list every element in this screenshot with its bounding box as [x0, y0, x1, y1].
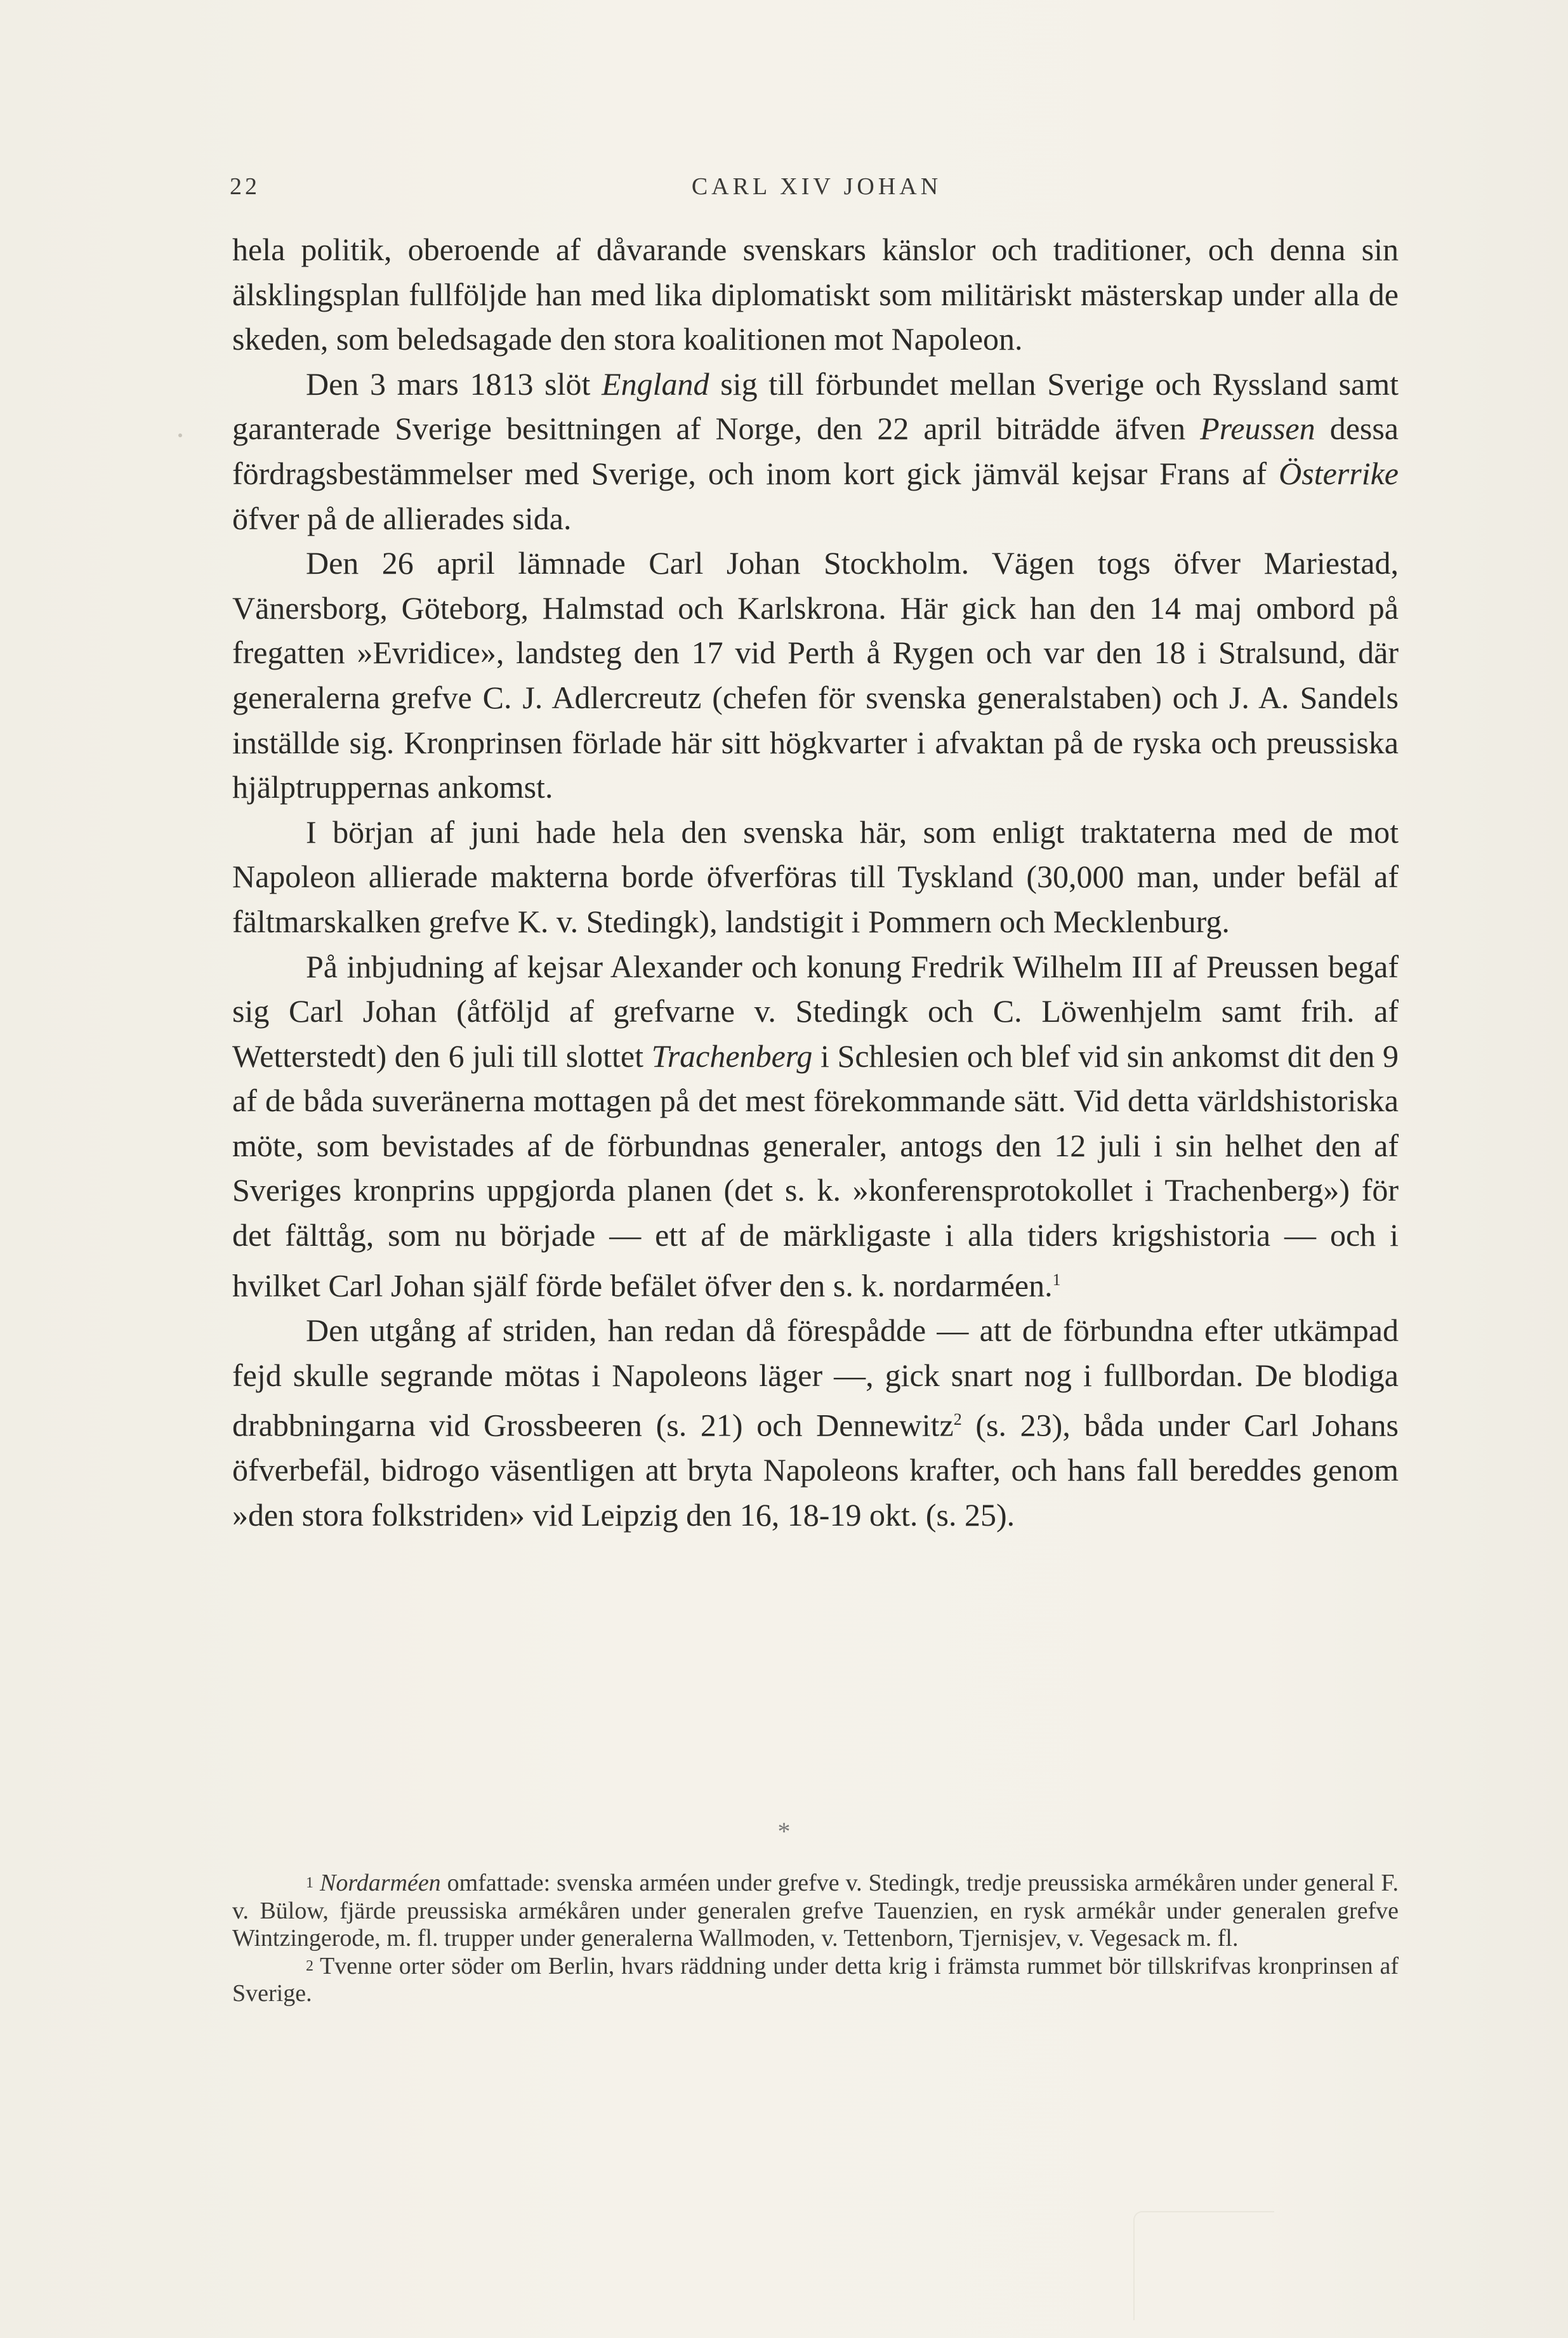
- paragraph-6: [232, 1308, 1399, 1538]
- paper-scuff: [1133, 2211, 1274, 2320]
- footnote-text: Tvenne orter söder om Berlin, hvars räddning under detta krig i främsta rummet bör tillskrifvas kronprinsen af Sverige.: [232, 1952, 1399, 2007]
- footnote-mark-2: 2: [306, 1957, 313, 1974]
- paragraph-2: [232, 362, 1399, 541]
- footnote-2: [232, 1953, 1399, 2008]
- footnote-1: [232, 1870, 1399, 1953]
- text-run: öfver på de allierades sida.: [232, 500, 572, 536]
- italic-trachenberg: Trachenberg: [651, 1038, 813, 1074]
- running-head: [230, 173, 1404, 211]
- italic-england: England: [602, 366, 709, 402]
- italic-preussen: Preussen: [1200, 411, 1315, 447]
- footnote-mark-1: 1: [306, 1875, 313, 1891]
- paragraph-3: Den 26 april lämnade Carl Johan Stockholm. Vägen togs öfver Mariestad, Vänersborg, Göteborg, Halmstad och Karlskrona. Här gick han den 14 maj ombord på fregatten »Evridice», landsteg den 17 vid Perth å Rygen och var den 18 i Stralsund, där generalerna grefve C. J. Adlercreutz (chefen för svenska generalstaben) och J. A. Sandels inställde sig. Kronprinsen förlade här sitt högkvarter i afvaktan på de ryska och preussiska hjälptruppernas ankomst.: [232, 545, 1399, 805]
- paragraph-5: [232, 944, 1399, 1308]
- footnotes: [232, 1870, 1399, 2008]
- text-run: dessa fördragsbestämmelser med Sverige, och inom kort gick jämväl kejsar Frans af: [232, 411, 1399, 491]
- italic-osterrike: Österrike: [1279, 455, 1399, 491]
- text-run: (s. 23), båda under Carl Johans öfverbefäl, bidrogo väsentligen att bryta Napoleons krafter, och hans fall bereddes genom »den stora folkstriden» vid Leipzig den 16, 18-19 okt. (s. 25).: [232, 1407, 1399, 1533]
- footnote-ref-2: 2: [953, 1410, 962, 1429]
- section-separator: *: [777, 1817, 791, 1846]
- text-run: i Schlesien och blef vid sin ankomst dit den 9 af de båda suveränerna mottagen på det mest förekommande sätt. Vid detta världshistoriska möte, som bevistades af de förbundnas generaler, antogs den 12 juli i sin helhet den af Sveriges kronprins uppgjorda planen (det s. k. »konferensprotokollet i Trachenberg») för det fälttåg, som nu började — ett af de märkligaste i alla tiders krigshistoria — och i hvilket Carl Johan själf förde befälet öfver den s. k. nordarméen.: [232, 1038, 1399, 1304]
- paragraph-4: I början af juni hade hela den svenska här, som enligt traktaterna med de mot Napoleon allierade makterna borde öfverföras till Tyskland (30,000 man, under befäl af fältmarskalken grefve K. v. Stedingk), landstigit i Pommern och Mecklenburg.: [232, 814, 1399, 939]
- text-run: Den utgång af striden, han redan då förespådde — att de förbundna efter utkämpad fejd skulle segrande mötas i Napoleons läger —, gick snart nog i fullbordan. De blodiga drabbningarna vid Grossbeeren (s. 21) och Dennewitz: [232, 1312, 1399, 1443]
- text-run: Den 3 mars 1813 slöt: [306, 366, 602, 402]
- footnote-italic: Nordarméen: [320, 1870, 441, 1896]
- main-text: [232, 227, 1399, 1538]
- paragraph-1: hela politik, oberoende af dåvarande svenskars känslor och traditioner, och denna sin älsklingsplan fullföljde han med lika diplomatiskt som militäriskt mästerskap under alla de skeden, som beledsagade den stora koalitionen mot Napoleon.: [232, 232, 1399, 357]
- running-title: CARL XIV JOHAN: [691, 173, 942, 200]
- margin-mark: [178, 433, 182, 437]
- footnote-text: omfattade: svenska arméen under grefve v. Stedingk, tredje preussiska armékåren under general F. v. Bülow, fjärde preussiska armékåren under generalen grefve Tauenzien, en rysk armékår under generalen grefve Wintzingerode, m. fl. trupper under generalerna Wallmoden, v. Tettenborn, Tjernisjev, v. Vegesack m. fl.: [232, 1870, 1399, 1952]
- text-run: På inbjudning af kejsar Alexander och konung Fredrik Wilhelm III af Preussen begaf sig Carl Johan (åtföljd af grefvarne v. Stedingk och C. Löwenhjelm samt frih. af Wetterstedt) den 6 juli till slottet: [232, 948, 1399, 1074]
- footnote-ref-1: 1: [1052, 1270, 1061, 1289]
- text-run: sig till förbundet mellan Sverige och Ryssland samt garanterade Sverige besittningen af Norge, den 22 april biträdde äfven: [232, 366, 1399, 447]
- page-number: 22: [230, 173, 260, 200]
